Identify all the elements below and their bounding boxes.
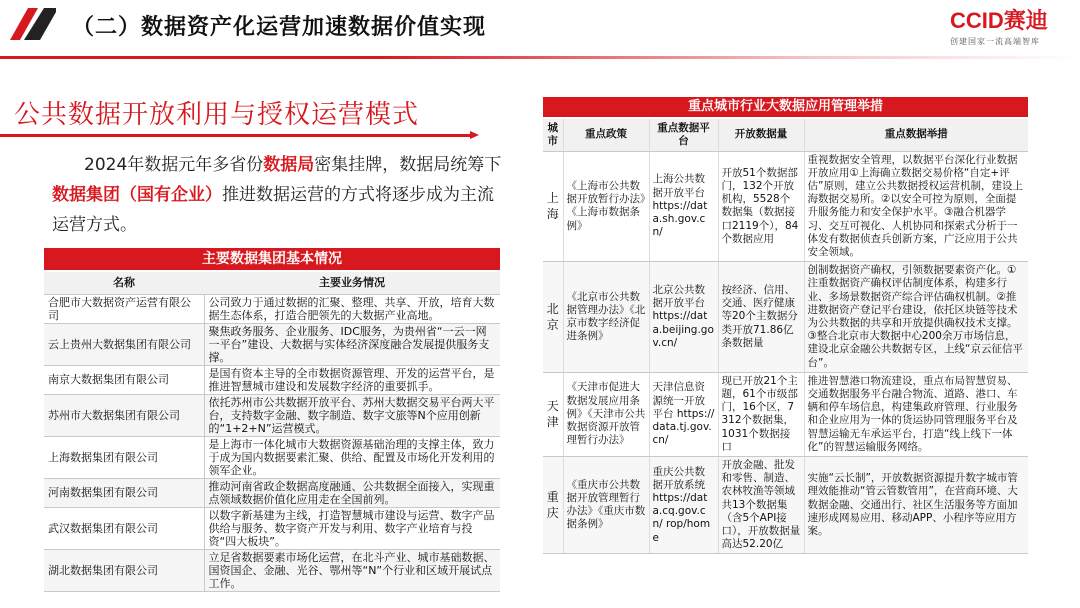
company-name: 苏州市大数据集团有限公司 (44, 394, 204, 436)
column-header-platform: 重点数据平台 (649, 119, 718, 151)
city-platform: 北京公共数据开放平台 https://data.beijing.gov.cn/ (649, 262, 718, 373)
city-measures-table (543, 119, 1028, 554)
city-open-data-amount: 现已开放21个主题，61个市级部门，16个区，7312个数据集，1031个数据接口 (718, 372, 804, 456)
logo-text: CCID赛迪 (950, 8, 1048, 33)
company-business: 依托苏州市公共数据开放平台、苏州大数据交易平台两大平台，支持数字金融、数字制造、数字文旅等N个应用创新的“1+2+N”运营模式。 (204, 394, 500, 436)
city-platform: 重庆公共数据开放系统 https://data.cq.gov.cn/ rop/home (649, 456, 718, 553)
table-row (44, 436, 500, 478)
brand-stripes-icon (10, 8, 56, 40)
intro-highlight-data-group: 数据集团（国有企业） (52, 185, 222, 205)
header-divider (0, 56, 1080, 59)
table-row (543, 262, 1028, 373)
table-row (44, 365, 500, 394)
table-row (543, 151, 1028, 262)
company-name: 武汉数据集团有限公司 (44, 507, 204, 549)
city-name: 北京 (543, 262, 563, 373)
company-name: 南京大数据集团有限公司 (44, 365, 204, 394)
city-name: 重庆 (543, 456, 563, 553)
column-header-policy: 重点政策 (563, 119, 649, 151)
ccid-logo (950, 8, 1070, 52)
city-policy: 《上海市公共数据开放暂行办法》《上海市数据条例》 (563, 151, 649, 262)
intro-paragraph (52, 150, 504, 240)
table-row (44, 294, 500, 323)
column-header-business: 主要业务情况 (204, 272, 500, 294)
logo-slogan: 创建国家一流高端智库 (950, 37, 1040, 46)
table-header-row (44, 272, 500, 294)
data-groups-table (44, 272, 500, 592)
table-row (44, 394, 500, 436)
company-name: 上海数据集团有限公司 (44, 436, 204, 478)
section-divider-arrow (470, 131, 479, 139)
column-header-measures: 重点数据举措 (804, 119, 1028, 151)
company-business: 是上海市一体化城市大数据资源基础治理的支撑主体，致力于成为国内数据要素汇聚、供给、配置及市场化开发利用的领军企业。 (204, 436, 500, 478)
city-open-data-amount: 开放51个数据部门，132个开放机构，5528个数据集（数据接口2119个），84个数据应用 (718, 151, 804, 262)
city-open-data-amount: 按经济、信用、交通、医疗健康等20个主数据分类开放71.86亿条数据量 (718, 262, 804, 373)
table-row (44, 549, 500, 591)
company-name: 河南数据集团有限公司 (44, 478, 204, 507)
city-name: 上海 (543, 151, 563, 262)
city-name: 天津 (543, 372, 563, 456)
company-business: 以数字新基建为主线，打造智慧城市建设与运营、数字产品供给与服务、数字资产开发与利用、数字产业培育与投资“四大板块”。 (204, 507, 500, 549)
intro-text-3: 推进数据运营的方式将逐步成为主流运营方式。 (52, 185, 494, 235)
table-row (543, 372, 1028, 456)
table-row (44, 323, 500, 365)
city-open-data-amount: 开放金融、批发和零售、制造、农林牧渔等领域共13个数据集（含5个API接口），开放数据量高达52.20亿 (718, 456, 804, 553)
intro-highlight-data-bureau: 数据局 (263, 155, 315, 175)
city-policy: 《北京市公共数据管理办法》《北京市数字经济促进条例》 (563, 262, 649, 373)
data-groups-table-title: 主要数据集团基本情况 (44, 248, 500, 270)
city-policy: 《重庆市公共数据开放管理暂行办法》《重庆市数据条例》 (563, 456, 649, 553)
city-measures: 创制数据资产确权，引领数据要素资产化。①注重数据资产确权评估制度体系，构建多行业、多场景数据资产综合评估确权机制。②推进数据资产登记平台建设，依托区块链等技术为公共数据的共享和开放提供确权技术支撑。③整合北京市大数据中心200余万市场信息，建设北京金融公共数据专区，上线“京云征信平台”。 (804, 262, 1028, 373)
city-policy: 《天津市促进大数据发展应用条例》《天津市公共数据资源开放管理暂行办法》 (563, 372, 649, 456)
city-measures: 重视数据安全管理，以数据平台深化行业数据开放应用①上海确立数据交易价格“自定+评估”原则，建立公共数据授权运营机制，建设上海数据交易所。②以安全可控为原则，全面提升服务能力和安全保护水平。③融合机器学习、交互可视化、人机协同和探索式分析于一体发有数据侦查兵创新方案，广泛应用于公共安全领域。 (804, 151, 1028, 262)
table-row (44, 478, 500, 507)
column-header-name: 名称 (44, 272, 204, 294)
city-platform: 上海公共数据开放平台 https://data.sh.gov.cn/ (649, 151, 718, 262)
company-name: 湖北数据集团有限公司 (44, 549, 204, 591)
city-measures: 推进智慧港口物流建设，重点布局智慧贸易、交通数据服务平台融合物流、道路、港口、车辆和停车场信息，构建集政府管理、行业服务和企业应用为一体的货运协同管理服务平台及智慧运输无车承运平台，打造“线上线下一体化”的智慧运输服务网络。 (804, 372, 1028, 456)
page-title: （二）数据资产化运营加速数据价值实现 (72, 15, 487, 40)
table-row (543, 456, 1028, 553)
city-platform: 天津信息资源统一开放平台 https://data.tj.gov.cn/ (649, 372, 718, 456)
company-business: 推动河南省政企数据高度融通、公共数据全面接入，实现重点领域数据价值化应用走在全国前列。 (204, 478, 500, 507)
city-measures: 实施“云长制”，开放数据资源提升数字城市管理效能推动“管云管数管用”，在营商环境、大数据金融、交通出行、社区生活服务等方面加速形成网易应用、移动APP、小程序等应用方案。 (804, 456, 1028, 553)
column-header-city: 城市 (543, 119, 563, 151)
column-header-amount: 开放数据量 (718, 119, 804, 151)
company-business: 立足省数据要素市场化运营，在北斗产业、城市基础数据、国资国企、金融、光谷、鄂州等“N”个行业和区域开展试点工作。 (204, 549, 500, 591)
company-name: 云上贵州大数据集团有限公司 (44, 323, 204, 365)
city-measures-table-title: 重点城市行业大数据应用管理举措 (543, 97, 1028, 117)
section-title: 公共数据开放利用与授权运营模式 (14, 100, 420, 130)
intro-text-1: 2024年数据元年多省份 (84, 155, 264, 175)
company-name: 合肥市大数据资产运营有限公司 (44, 294, 204, 323)
section-divider (0, 134, 470, 137)
table-row (44, 507, 500, 549)
company-business: 公司致力于通过数据的汇聚、整理、共享、开放，培育大数据生态体系，打造合肥领先的大数据产业高地。 (204, 294, 500, 323)
intro-text-2: 密集挂牌，数据局统筹下 (314, 155, 502, 175)
company-business: 聚焦政务服务、企业服务、IDC服务，为贵州省“一云一网一平台”建设、大数据与实体经济深度融合发展提供服务支撑。 (204, 323, 500, 365)
company-business: 是国有资本主导的全市数据资源管理、开发的运营平台，是推进智慧城市建设和发展数字经济的重要抓手。 (204, 365, 500, 394)
table-header-row (543, 119, 1028, 151)
